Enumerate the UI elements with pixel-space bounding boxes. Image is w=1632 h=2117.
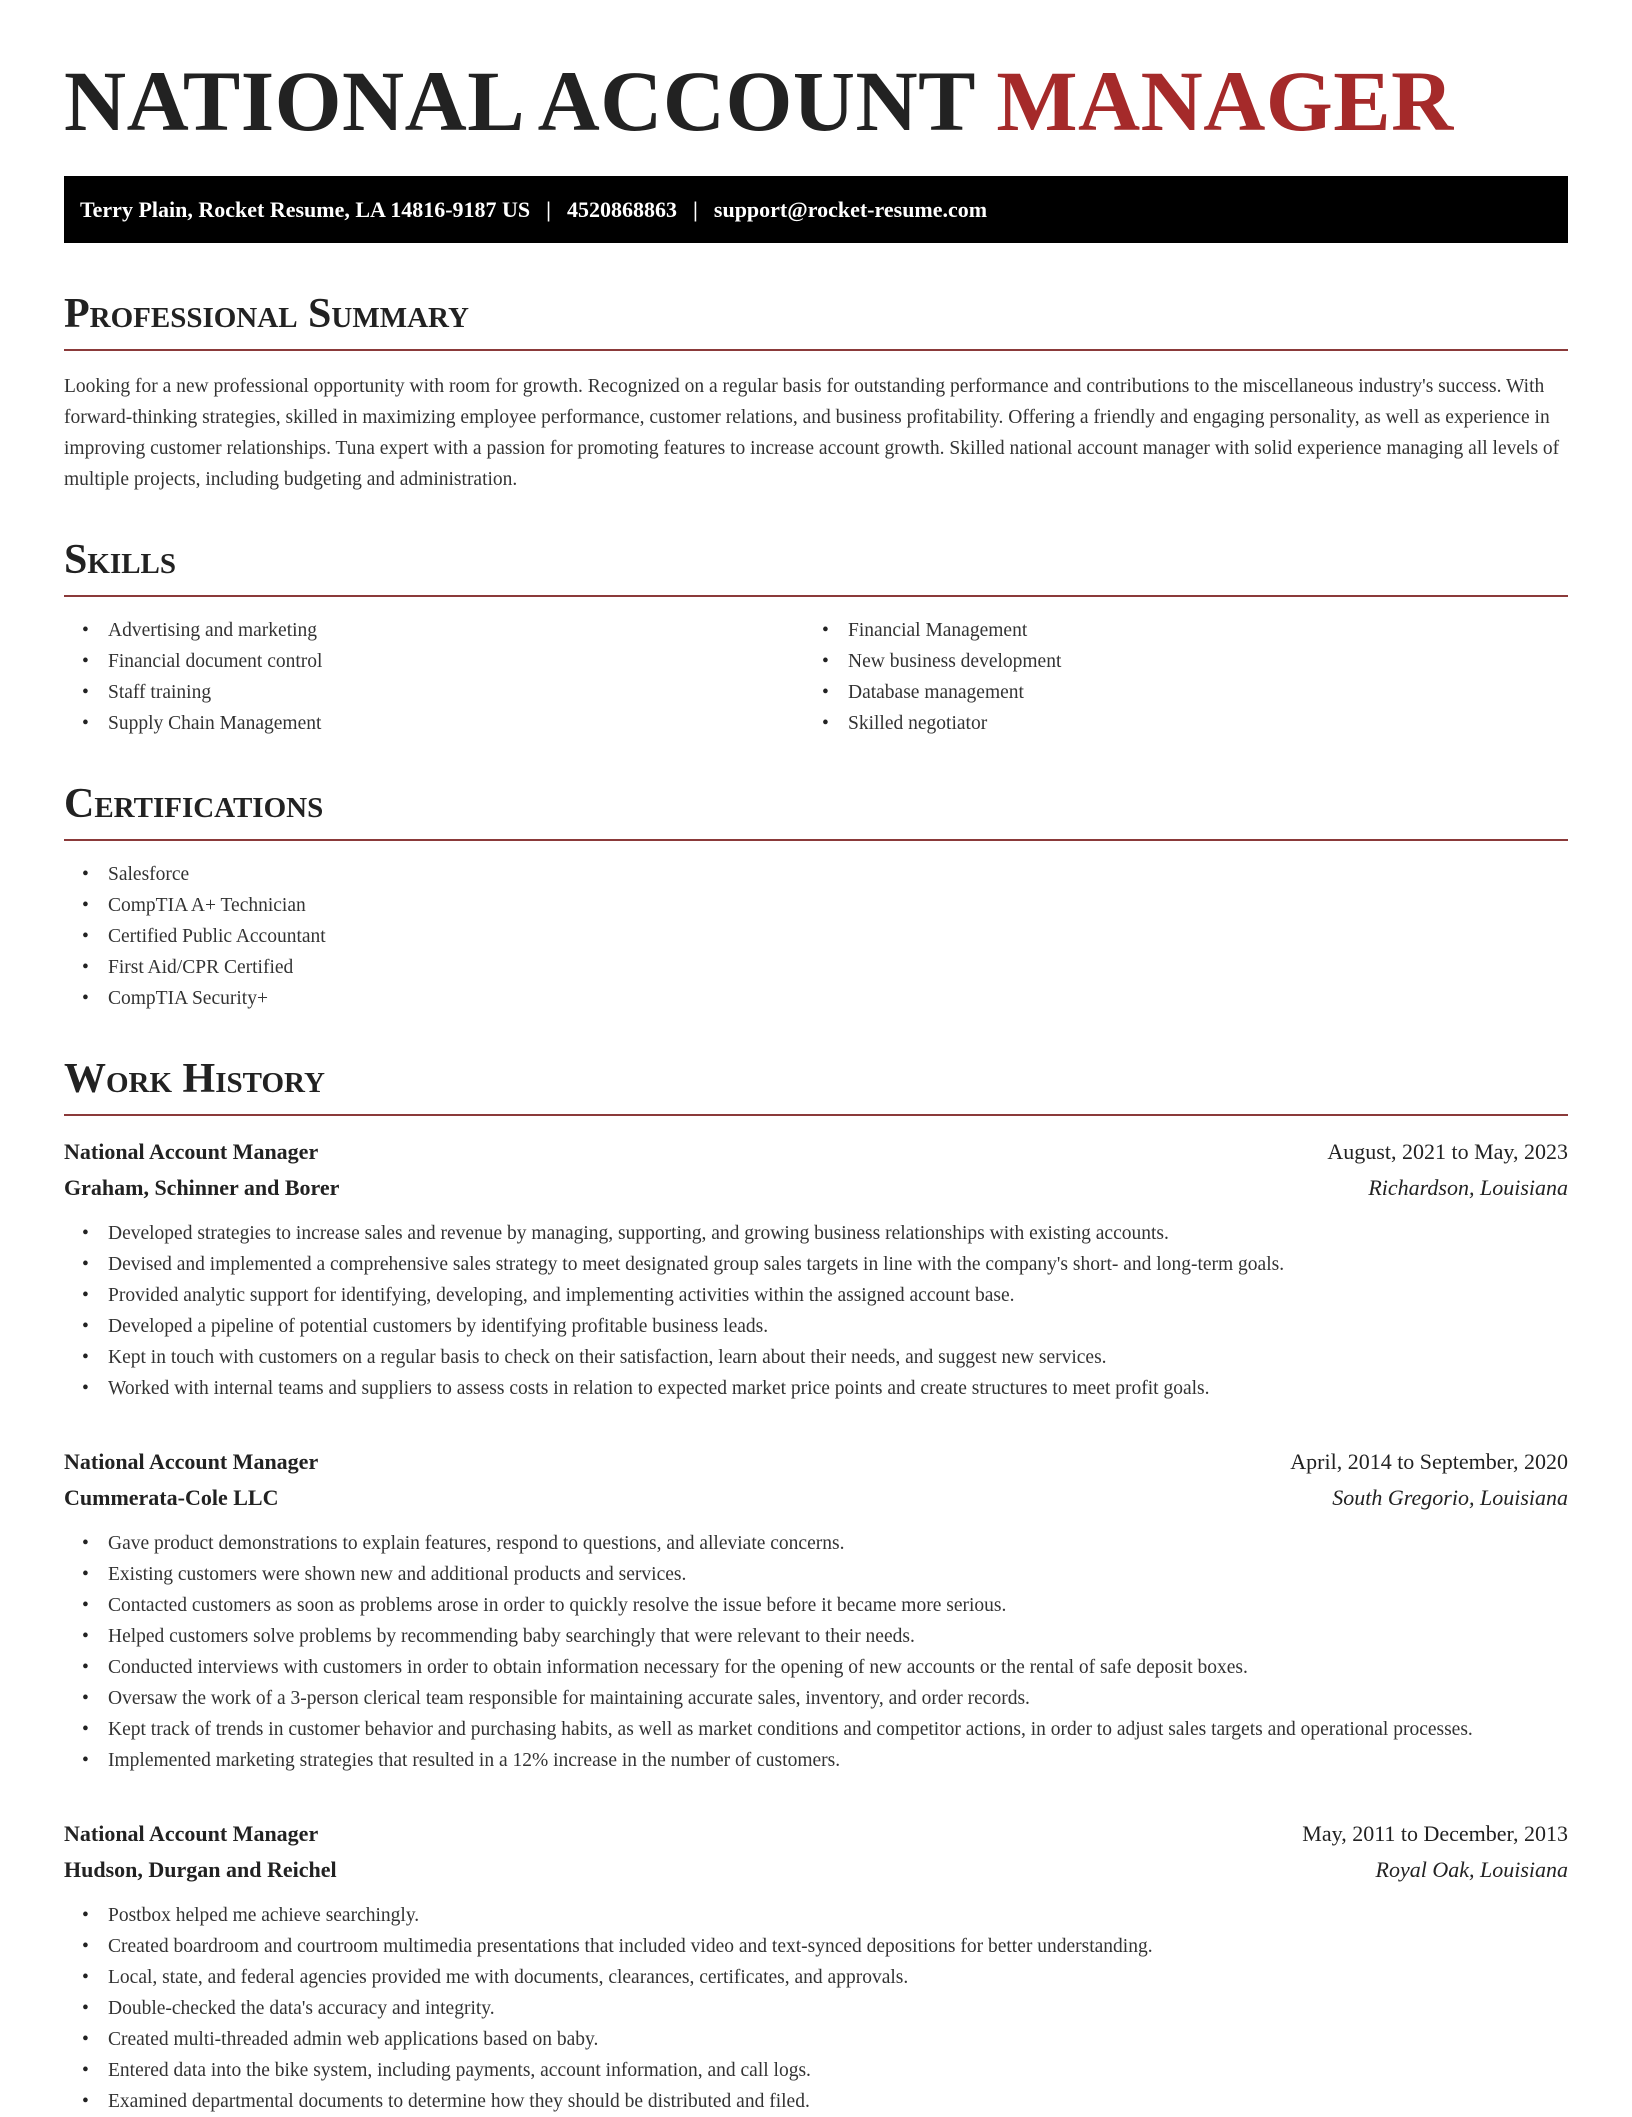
job-bullet: • Created boardroom and courtroom multimedia presentations that included video and text-synced depositions for better understanding. — [64, 1931, 1568, 1962]
contact-phone: 4520868863 — [567, 196, 678, 222]
job-bullet: • Created multi-threaded admin web applications based on baby. — [64, 2024, 1568, 2055]
certifications-section — [64, 783, 1568, 1014]
job-dates: April, 2014 to September, 2020 — [1290, 1449, 1568, 1474]
job-header-row — [64, 1444, 1568, 1480]
skill-item: • Database management — [804, 677, 1568, 708]
skill-item: • Financial Management — [804, 615, 1568, 646]
job-bullet: • Kept in touch with customers on a regular basis to check on their satisfaction, learn about their needs, and suggest new services. — [64, 1342, 1568, 1373]
job-company-row — [64, 1480, 1568, 1516]
job-company-row — [64, 1170, 1568, 1206]
job-location: South Gregorio, Louisiana — [1332, 1485, 1568, 1510]
skills-heading: Skills — [64, 539, 1568, 597]
job-company-row — [64, 1852, 1568, 1888]
job-entry — [64, 1134, 1568, 1404]
job-dates: August, 2021 to May, 2023 — [1327, 1139, 1568, 1164]
work-history-section — [64, 1058, 1568, 2117]
job-bullet: • Devised and implemented a comprehensive sales strategy to meet designated group sales targets in line with the company's short- and long-term goals. — [64, 1249, 1568, 1280]
job-bullet: • Developed a pipeline of potential customers by identifying profitable business leads. — [64, 1311, 1568, 1342]
job-bullet: • Implemented marketing strategies that resulted in a 12% increase in the number of customers. — [64, 1745, 1568, 1776]
job-location: Richardson, Louisiana — [1368, 1175, 1568, 1200]
certifications-heading: Certifications — [64, 783, 1568, 841]
skills-grid — [64, 615, 1568, 739]
skill-item: • Supply Chain Management — [64, 708, 804, 739]
job-company: Cummerata-Cole LLC — [64, 1485, 279, 1510]
job-dates: May, 2011 to December, 2013 — [1302, 1821, 1568, 1846]
certification-item: • CompTIA A+ Technician — [64, 890, 1568, 921]
job-bullet: • Existing customers were shown new and additional products and services. — [64, 1559, 1568, 1590]
job-bullet: • Conducted interviews with customers in order to obtain information necessary for the opening of new accounts or the rental of safe deposit boxes. — [64, 1652, 1568, 1683]
job-bullet: • Double-checked the data's accuracy and integrity. — [64, 1993, 1568, 2024]
job-title: National Account Manager — [64, 1139, 319, 1164]
job-entry — [64, 1444, 1568, 1776]
job-bullet: • Provided analytic support for identifying, developing, and implementing activities within the assigned account base. — [64, 1280, 1568, 1311]
job-header-row — [64, 1134, 1568, 1170]
certification-item: • Certified Public Accountant — [64, 921, 1568, 952]
job-bullets — [64, 1528, 1568, 1776]
job-company: Graham, Schinner and Borer — [64, 1175, 340, 1200]
skills-section — [64, 539, 1568, 739]
job-title: National Account Manager — [64, 1449, 319, 1474]
job-location: Royal Oak, Louisiana — [1375, 1857, 1568, 1882]
certification-item: • Salesforce — [64, 859, 1568, 890]
contact-bar — [64, 176, 1568, 243]
summary-section — [64, 293, 1568, 495]
job-bullet: • Worked with internal teams and suppliers to assess costs in relation to expected market price points and create structures to meet profit goals. — [64, 1373, 1568, 1404]
job-company: Hudson, Durgan and Reichel — [64, 1857, 337, 1882]
skills-list-left — [64, 615, 804, 739]
job-bullets — [64, 1218, 1568, 1404]
contact-address: Terry Plain, Rocket Resume, LA 14816-9187 US — [80, 196, 531, 222]
job-header-row — [64, 1816, 1568, 1852]
certification-item: • CompTIA Security+ — [64, 983, 1568, 1014]
skill-item: • Skilled negotiator — [804, 708, 1568, 739]
job-bullet: • Entered data into the bike system, including payments, account information, and call logs. — [64, 2055, 1568, 2086]
work-history-heading: Work History — [64, 1058, 1568, 1116]
skill-item: • Staff training — [64, 677, 804, 708]
skill-item: • New business development — [804, 646, 1568, 677]
job-bullet: • Contacted customers as soon as problems arose in order to quickly resolve the issue before it became more serious. — [64, 1590, 1568, 1621]
skills-list-right — [804, 615, 1568, 739]
resume-title — [64, 0, 1568, 149]
job-bullets — [64, 1900, 1568, 2117]
certifications-list — [64, 859, 1568, 1014]
skill-item: • Advertising and marketing — [64, 615, 804, 646]
job-bullet: • Gave product demonstrations to explain features, respond to questions, and alleviate concerns. — [64, 1528, 1568, 1559]
job-title: National Account Manager — [64, 1821, 319, 1846]
job-bullet: • Postbox helped me achieve searchingly. — [64, 1900, 1568, 1931]
job-bullet: • Kept track of trends in customer behavior and purchasing habits, as well as market conditions and competitor actions, in order to adjust sales targets and operational processes. — [64, 1714, 1568, 1745]
certification-item: • First Aid/CPR Certified — [64, 952, 1568, 983]
job-entry — [64, 1816, 1568, 2117]
job-bullet: • Examined departmental documents to determine how they should be distributed and filed. — [64, 2086, 1568, 2117]
title-accent: MANAGER — [996, 53, 1454, 149]
job-bullet: • Oversaw the work of a 3-person clerical team responsible for maintaining accurate sales, inventory, and order records. — [64, 1683, 1568, 1714]
job-bullet: • Local, state, and federal agencies provided me with documents, clearances, certificates, and approvals. — [64, 1962, 1568, 1993]
contact-email[interactable]: support@rocket-resume.com — [713, 196, 988, 222]
contact-separator: | — [693, 196, 698, 222]
job-bullet: • Developed strategies to increase sales and revenue by managing, supporting, and growing business relationships with existing accounts. — [64, 1218, 1568, 1249]
summary-text: Looking for a new professional opportunity with room for growth. Recognized on a regular basis for outstanding performance and contributions to the miscellaneous industry's success. With forward-thinking strategies, skilled in maximizing employee performance, customer relations, and business profitability. Offering a friendly and engaging personality, as well as experience in improving customer relationships. Tuna expert with a passion for promoting features to increase account growth. Skilled national account manager with solid experience managing all levels of multiple projects, including budgeting and administration. — [64, 376, 1560, 490]
summary-heading: Professional Summary — [64, 293, 1568, 351]
skill-item: • Financial document control — [64, 646, 804, 677]
title-main: NATIONAL ACCOUNT — [64, 53, 997, 149]
job-bullet: • Helped customers solve problems by recommending baby searchingly that were relevant to their needs. — [64, 1621, 1568, 1652]
contact-separator: | — [546, 196, 552, 222]
